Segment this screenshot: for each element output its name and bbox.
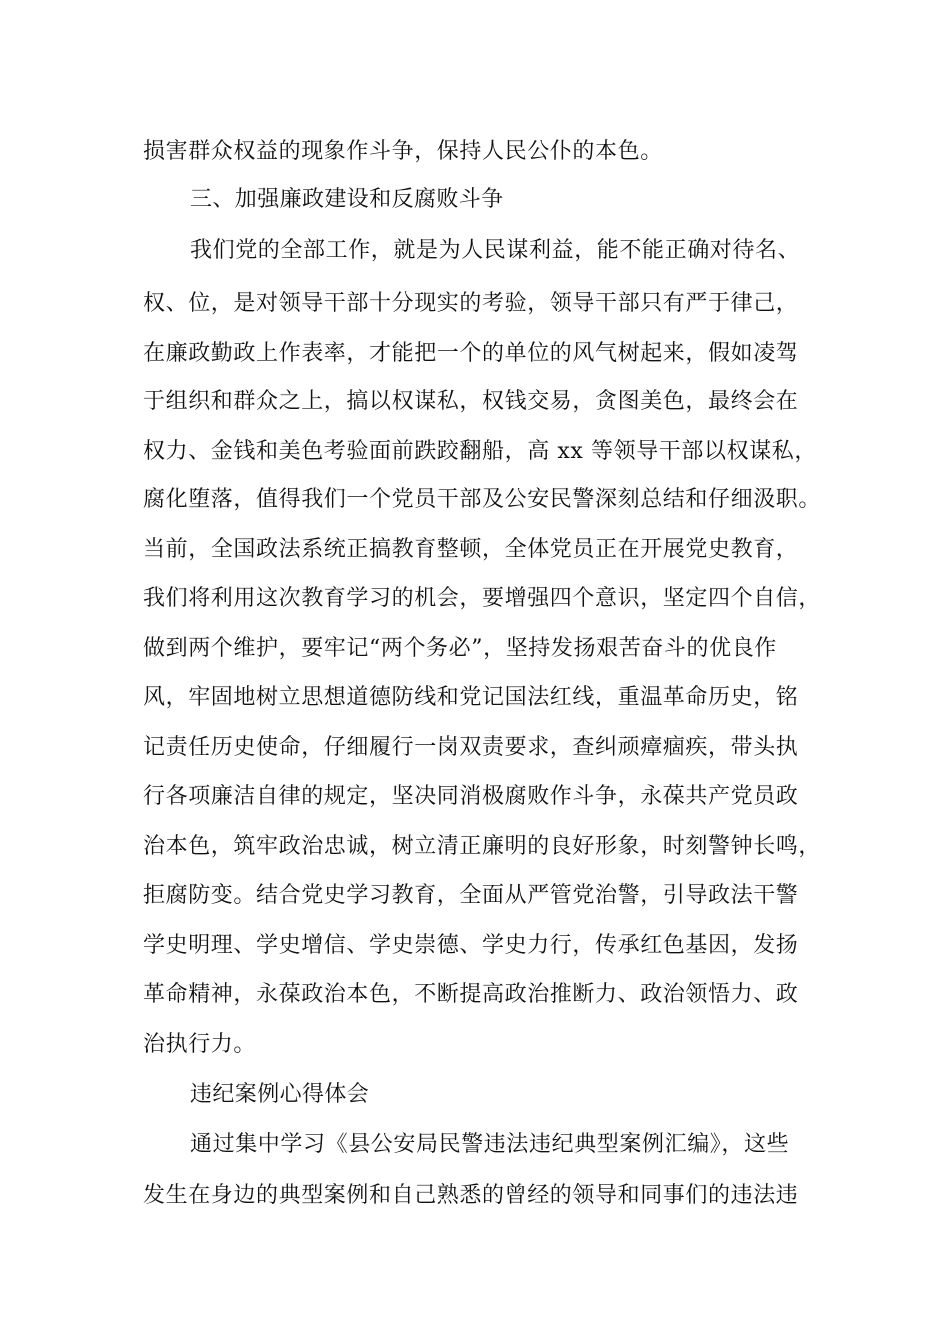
paragraph-line: 腐化堕落，值得我们一个党员干部及公安民警深刻总结和仔细汲职。: [143, 487, 822, 512]
paragraph-line: 行各项廉洁自律的规定，坚决同消极腐败作斗争，永葆共产党员政: [143, 784, 799, 809]
paragraph-line: 我们将利用这次教育学习的机会，要增强四个意识，坚定四个自信，: [143, 586, 822, 611]
section-heading: 三、加强廉政建设和反腐败斗争: [190, 187, 504, 212]
paragraph-line: 权、位，是对领导干部十分现实的考验，领导干部只有严于律己，: [143, 291, 799, 316]
paragraph-line: 当前，全国政法系统正搞教育整顿，全体党员正在开展党史教育，: [143, 537, 799, 562]
paragraph-line: 于组织和群众之上，搞以权谋私，权钱交易，贪图美色，最终会在: [143, 389, 799, 414]
paragraph-line: 拒腐防变。结合党史学习教育，全面从严管党治警，引导政法干警: [143, 883, 799, 908]
paragraph-line: 权力、金钱和美色考验面前跌跤翻船，高 xx 等领导干部以权谋私，: [143, 439, 818, 464]
paragraph-line: 发生在身边的典型案例和自己熟悉的曾经的领导和同事们的违法违: [143, 1183, 799, 1208]
section-heading: 违纪案例心得体会: [190, 1082, 370, 1107]
paragraph-line: 记责任历史使命，仔细履行一岗双责要求，查纠顽瘴痼疾，带头执: [143, 735, 799, 760]
paragraph-line: 我们党的全部工作，就是为人民谋利益，能不能正确对待名、: [190, 238, 801, 263]
paragraph-line: 风，牢固地树立思想道德防线和党记国法红线，重温革命历史，铭: [143, 685, 799, 710]
paragraph-line: 治执行力。: [143, 1032, 257, 1057]
paragraph-line: 损害群众权益的现象作斗争，保持人民公仆的本色。: [143, 139, 663, 164]
paragraph-line: 在廉政勤政上作表率，才能把一个的单位的风气树起来，假如凌驾: [143, 341, 799, 366]
paragraph-line: 治本色，筑牢政治忠诚，树立清正廉明的良好形象，时刻警钟长鸣，: [143, 834, 822, 859]
paragraph-line: 做到两个维护，要牢记“两个务必”，坚持发扬艰苦奋斗的优良作: [143, 636, 777, 661]
paragraph-line: 通过集中学习《县公安局民警违法违纪典型案例汇编》，这些: [190, 1132, 790, 1157]
paragraph-line: 学史明理、学史增信、学史崇德、学史力行，传承红色基因，发扬: [143, 933, 799, 958]
paragraph-line: 革命精神，永葆政治本色，不断提高政治推断力、政治领悟力、政: [143, 982, 799, 1007]
